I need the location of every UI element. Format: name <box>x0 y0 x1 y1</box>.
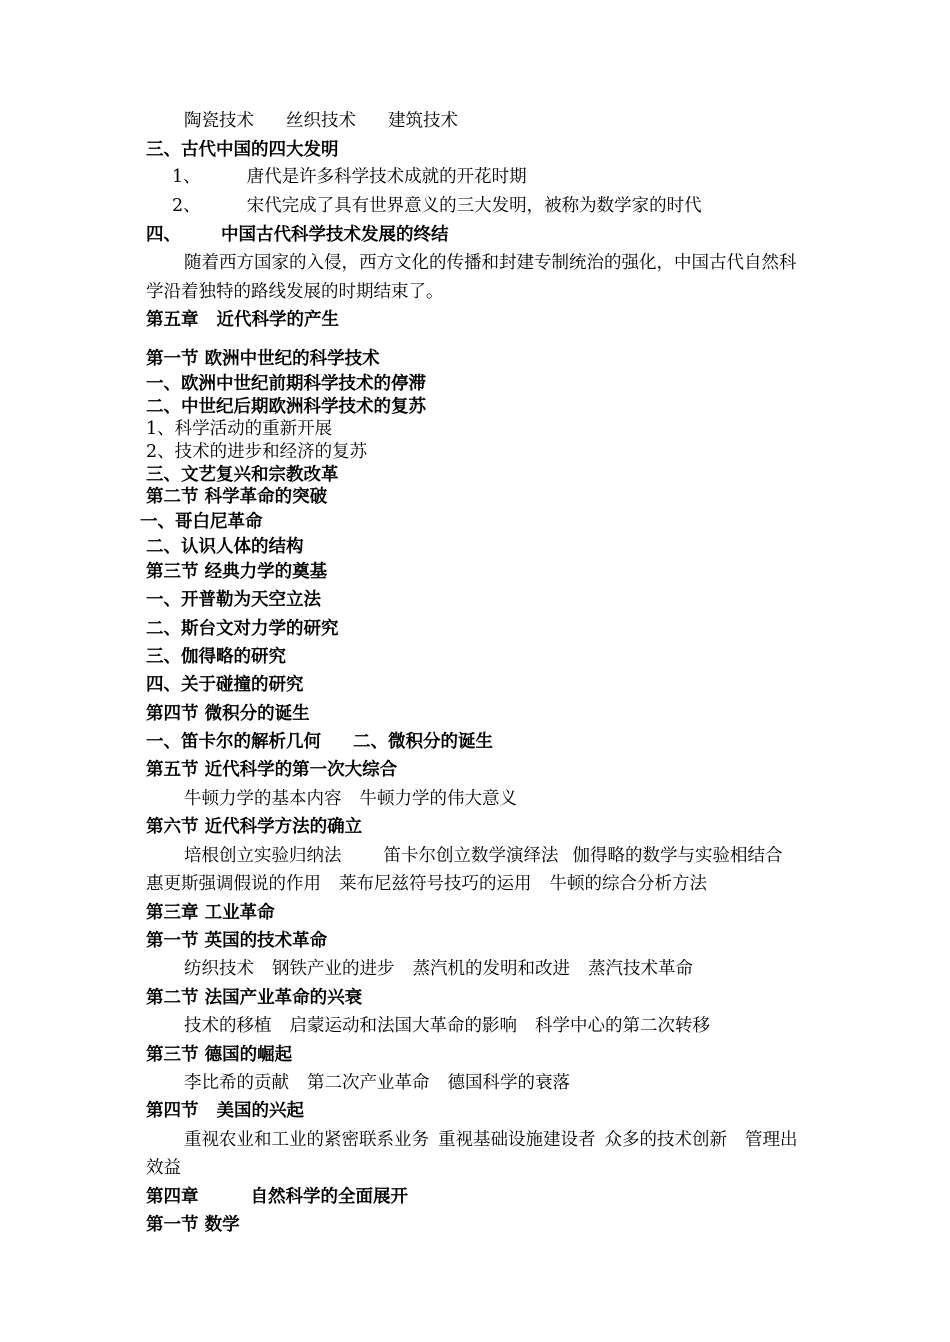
text-span: 蒸汽技术革命 <box>588 959 693 979</box>
text-span: 重视农业和工业的紧密联系业务 <box>184 1130 429 1150</box>
paragraph-line: 效益 <box>146 1158 181 1178</box>
subsection-heading: 三、文艺复兴和宗教改革 <box>146 465 339 485</box>
text-span: 牛顿力学的基本内容 <box>184 789 342 809</box>
text-span: 德国科学的衰落 <box>447 1073 570 1093</box>
chapter-heading <box>146 1186 408 1208</box>
text-span: 启蒙运动和法国大革命的影响 <box>289 1016 517 1036</box>
section-heading: 第五节 近代科学的第一次大综合 <box>146 760 398 780</box>
subsection-heading: 四、关于碰撞的研究 <box>146 675 304 695</box>
list-item <box>172 166 527 188</box>
text-line <box>184 1129 798 1151</box>
section-heading <box>146 1100 304 1122</box>
chapter-title: 自然科学的全面展开 <box>250 1187 408 1207</box>
section-heading: 第一节 数学 <box>146 1215 240 1235</box>
chapter-number: 第四章 <box>146 1187 199 1207</box>
text-span: 建筑技术 <box>388 111 458 131</box>
subsection-heading: 二、斯台文对力学的研究 <box>146 619 339 639</box>
text-span: 丝织技术 <box>286 111 356 131</box>
text-line <box>146 873 707 895</box>
section-heading: 第一节 英国的技术革命 <box>146 931 328 951</box>
text-span: 陶瓷技术 <box>184 111 254 131</box>
subsection-item: 二、微积分的诞生 <box>353 732 493 752</box>
subsection-heading: 二、中世纪后期欧洲科学技术的复苏 <box>146 397 426 417</box>
text-span: 管理出 <box>745 1130 798 1150</box>
chapter-number: 第五章 <box>146 310 199 330</box>
text-span: 科学中心的第二次转移 <box>535 1016 710 1036</box>
section-heading: 第一节 欧洲中世纪的科学技术 <box>146 349 380 369</box>
list-number: 1、 <box>172 167 201 187</box>
text-span: 惠更斯强调假说的作用 <box>146 874 321 894</box>
text-line <box>184 845 783 867</box>
heading-text: 中国古代科学技术发展的终结 <box>221 225 449 245</box>
text-span: 伽得略的数学与实验相结合 <box>572 846 783 866</box>
list-item: 1、科学活动的重新开展 <box>146 419 333 439</box>
text-span: 莱布尼兹符号技巧的运用 <box>339 874 532 894</box>
subsection-heading <box>146 731 493 753</box>
section-title: 美国的兴起 <box>216 1101 304 1121</box>
text-line <box>184 958 693 980</box>
list-text: 唐代是许多科学技术成就的开花时期 <box>246 167 527 187</box>
text-span: 培根创立实验归纳法 <box>184 846 342 866</box>
section-heading: 第三节 德国的崛起 <box>146 1045 293 1065</box>
subsection-heading: 一、开普勒为天空立法 <box>146 590 321 610</box>
paragraph-line: 随着西方国家的入侵，西方文化的传播和封建专制统治的强化，中国古代自然科 <box>184 253 797 273</box>
subsection-heading: 一、哥白尼革命 <box>140 512 263 532</box>
text-span: 技术的移植 <box>184 1016 272 1036</box>
text-line <box>184 1072 570 1094</box>
list-number: 2、 <box>172 196 201 216</box>
section-heading: 三、古代中国的四大发明 <box>146 140 339 160</box>
paragraph-line: 学沿着独特的路线发展的时期结束了。 <box>146 282 444 302</box>
subsection-item: 一、笛卡尔的解析几何 <box>146 732 321 752</box>
list-item <box>172 195 702 217</box>
text-span: 蒸汽机的发明和改进 <box>412 959 570 979</box>
subsection-heading: 三、伽得略的研究 <box>146 647 286 667</box>
text-line <box>184 110 458 132</box>
list-item: 2、技术的进步和经济的复苏 <box>146 442 368 462</box>
list-text: 宋代完成了具有世界意义的三大发明，被称为数学家的时代 <box>246 196 702 216</box>
heading-number: 四、 <box>146 225 181 245</box>
text-span: 笛卡尔创立数学演绎法 <box>383 846 559 866</box>
text-span: 第二次产业革命 <box>307 1073 430 1093</box>
section-heading: 第四节 微积分的诞生 <box>146 704 310 724</box>
text-line <box>184 788 517 810</box>
chapter-heading: 第三章 工业革命 <box>146 903 275 923</box>
text-span: 牛顿的综合分析方法 <box>549 874 707 894</box>
subsection-heading: 一、欧洲中世纪前期科学技术的停滞 <box>146 374 426 394</box>
text-span: 牛顿力学的伟大意义 <box>359 789 517 809</box>
text-line <box>184 1015 710 1037</box>
text-span: 纺织技术 <box>184 959 254 979</box>
section-heading: 第六节 近代科学方法的确立 <box>146 817 363 837</box>
section-heading: 第二节 法国产业革命的兴衰 <box>146 988 363 1008</box>
chapter-heading <box>146 309 339 331</box>
section-heading: 第三节 经典力学的奠基 <box>146 562 328 582</box>
section-heading: 第二节 科学革命的突破 <box>146 487 328 507</box>
text-span: 李比希的贡献 <box>184 1073 289 1093</box>
text-span: 众多的技术创新 <box>604 1130 727 1150</box>
section-number: 第四节 <box>146 1101 199 1121</box>
text-span: 钢铁产业的进步 <box>272 959 395 979</box>
text-span: 重视基础设施建设者 <box>438 1130 596 1150</box>
section-heading <box>146 224 449 246</box>
chapter-title: 近代科学的产生 <box>216 310 339 330</box>
subsection-heading: 二、认识人体的结构 <box>146 537 304 557</box>
